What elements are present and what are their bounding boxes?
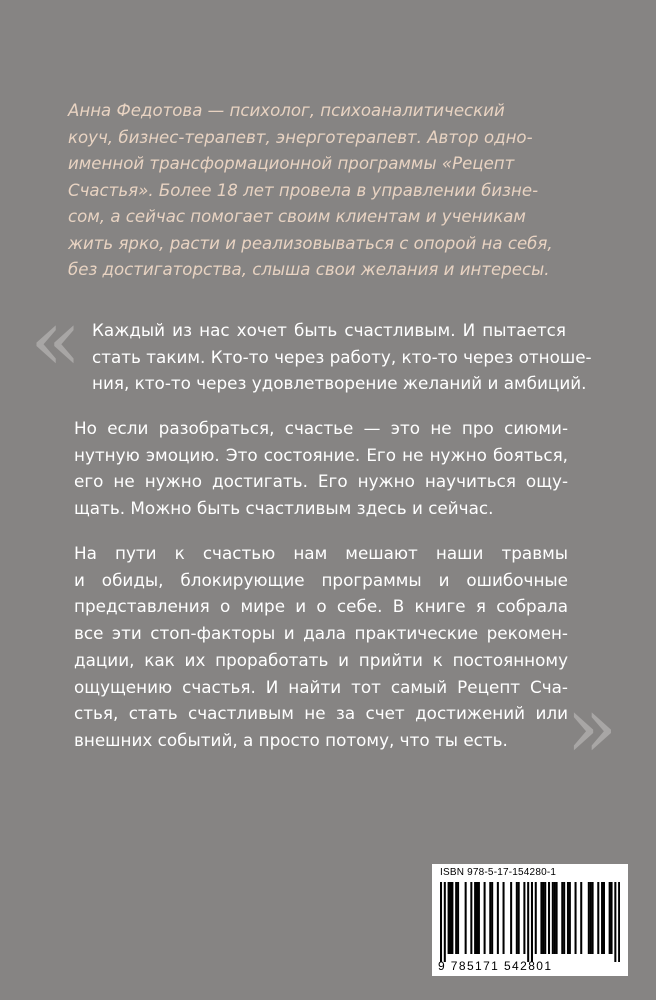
- quote-paragraph-1: [92, 317, 592, 397]
- author-bio: [68, 98, 568, 284]
- barcode-bar: [554, 882, 556, 954]
- barcode-bar: [535, 882, 537, 954]
- close-quote-mark-icon: »: [566, 678, 604, 776]
- quote-line: и обиды, блокирующие программы и ошибочные: [74, 569, 568, 590]
- bio-line: сом, а сейчас помогает своим клиентам и ученикам: [68, 207, 526, 226]
- open-quote-mark-icon: «: [30, 291, 68, 389]
- bio-line: коуч, бизнес-терапевт, энерготерапевт. Автор одно-: [68, 127, 533, 147]
- quote-line: Но если разобраться, счастье — это не про сиюми-: [74, 418, 568, 438]
- barcode-bar: [484, 882, 486, 954]
- quote-line: его не нужно достигать. Его нужно научиться ощу-: [74, 471, 568, 492]
- barcode-bar: [455, 882, 457, 954]
- barcode-bar: [457, 882, 459, 954]
- barcode-bar: [569, 882, 571, 954]
- barcode-bar: [527, 882, 529, 962]
- quote-line: стья, стать счастливым не за счет достижений или: [74, 703, 568, 724]
- barcode-bar: [542, 882, 544, 954]
- barcode-bar: [510, 882, 512, 954]
- barcode-bar: [516, 882, 518, 954]
- barcode-bar: [611, 882, 613, 954]
- isbn-label: ISBN 978-5-17-154280-1: [440, 867, 557, 878]
- barcode-bar: [474, 882, 476, 954]
- barcode-bar: [544, 882, 546, 954]
- isbn-barcode: [432, 864, 628, 976]
- barcode-bar: [618, 882, 620, 962]
- barcode-bar: [478, 882, 480, 954]
- quote-line: дации, как их проработать и прийти к постоянному: [74, 649, 568, 670]
- bio-line: именной трансформационной программы «Рецепт: [68, 154, 515, 173]
- barcode-bar: [601, 882, 603, 954]
- quote-line: стать таким. Кто-то через работу, кто-то через отноше-: [92, 346, 592, 367]
- quote-line: нутную эмоцию. Это состояние. Его не нужно бояться,: [74, 444, 568, 465]
- barcode-bar: [567, 882, 569, 954]
- barcode-bar: [518, 882, 520, 954]
- barcode-bar: [503, 882, 505, 954]
- barcode-bar: [597, 882, 599, 954]
- barcode-bar: [523, 882, 525, 954]
- barcode-bar: [470, 882, 472, 954]
- quote-line: щать. Можно быть счастливым здесь и сейчас.: [74, 498, 494, 519]
- barcode-bar: [588, 882, 590, 954]
- quote-line: представления о мире и о себе. В книге я собрала: [74, 596, 568, 617]
- quote-paragraph-2: [74, 415, 568, 522]
- barcode-bar: [489, 882, 491, 954]
- bio-line: жить ярко, расти и реализовываться с опорой на себя,: [68, 233, 553, 253]
- quote-line: На пути к счастью нам мешают наши травмы: [74, 543, 568, 563]
- quote-line: Каждый из нас хочет быть счастливым. И пытается: [92, 320, 566, 340]
- barcode-bar: [448, 882, 450, 954]
- bio-line: Счастья». Более 18 лет провела в управлении бизне-: [68, 180, 539, 200]
- barcode-bar: [580, 882, 582, 954]
- barcode-bar: [548, 882, 550, 954]
- barcode-bar: [491, 882, 493, 954]
- quote-line: внешних событий, а просто потому, что ты есть.: [74, 729, 508, 750]
- barcode-bar: [561, 882, 563, 954]
- barcode-bar: [476, 882, 478, 954]
- quote-line: ощущению счастья. И найти тот самый Рецепт Сча-: [74, 676, 568, 697]
- barcode-bar: [603, 882, 605, 954]
- bio-line: без достигаторства, слыша свои желания и интересы.: [68, 260, 550, 279]
- barcode-bar: [497, 882, 499, 954]
- barcode-bar: [575, 882, 577, 954]
- quote-line: ния, кто-то через удовлетворение желаний и амбиций.: [92, 373, 587, 394]
- barcode-bar: [563, 882, 565, 954]
- barcode-bar: [451, 882, 453, 954]
- barcode-bar: [444, 882, 446, 962]
- barcode-bar: [592, 882, 594, 954]
- quote-paragraph-3: [74, 540, 568, 754]
- barcode-bar: [440, 882, 442, 962]
- barcode-bar: [590, 882, 592, 954]
- barcode-bars-icon: [440, 882, 620, 962]
- barcode-bar: [609, 882, 611, 954]
- barcode-bar: [465, 882, 467, 954]
- barcode-bar: [540, 882, 542, 954]
- barcode-bar: [614, 882, 616, 962]
- barcode-digits: 9 785171 542801: [438, 959, 553, 973]
- barcode-bar: [531, 882, 533, 962]
- barcode-bar: [449, 882, 451, 954]
- barcode-bar: [552, 882, 554, 954]
- barcode-bar: [556, 882, 558, 954]
- quote-line: все эти стоп-факторы и дала практические рекомен-: [74, 623, 568, 644]
- bio-line: Анна Федотова — психолог, психоаналитический: [68, 101, 505, 120]
